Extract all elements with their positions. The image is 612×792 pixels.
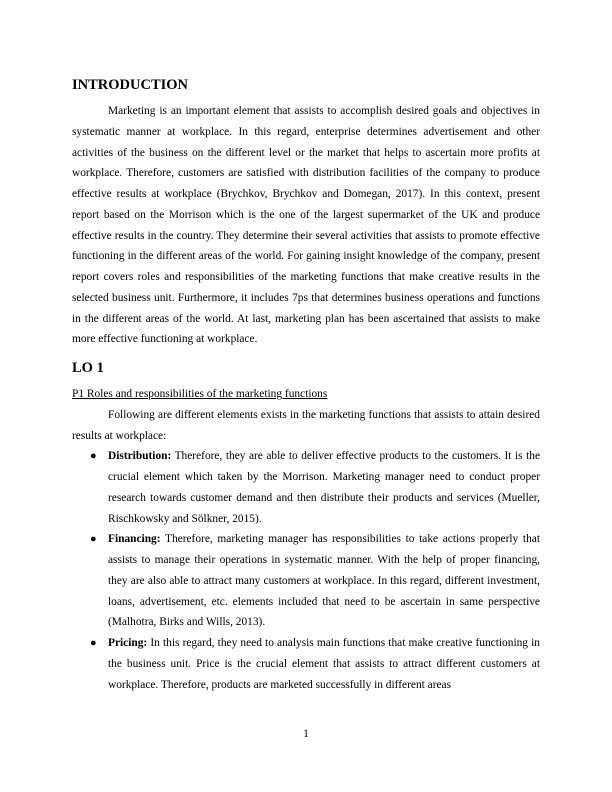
list-item-text: In this regard, they need to analysis main functions that make creative functioning in the business unit. Price is the crucial element that assists to attract different customers at workplace. Therefore, products are marketed successfully in different areas — [108, 637, 540, 691]
list-item-term: Pricing: — [108, 637, 148, 649]
introduction-heading: INTRODUCTION — [72, 77, 189, 93]
list-item-text: Therefore, they are able to deliver effective products to the customers. It is the crucial element which taken by the Morrison. Marketing manager need to conduct proper research towards customer demand and then distribute their products and services (Mueller, Rischkowsky and Sölkner, 2015). — [108, 450, 540, 525]
list-item-text: Therefore, marketing manager has responsibilities to take actions properly that assists to manage their operations in systematic manner. With the help of proper financing, they are also able to attract many customers at workplace. In this regard, different investment, loans, advertisement, etc. elements included that need to be ascertain in same perspective (Malhotra, Birks and Wills, 2013). — [108, 533, 540, 629]
list-item-distribution — [72, 446, 540, 529]
introduction-paragraph: Marketing is an important element that assists to accomplish desired goals and objectives in systematic manner at workplace. In this regard, enterprise determines advertisement and other activities of the business on the different level or the market that helps to ascertain more profits at workplace. Therefore, customers are satisfied with distribution facilities of the company to produce effective results at workplace (Brychkov, Brychkov and Domegan, 2017). In this context, present report based on the Morrison which is the one of the largest supermarket of the UK and produce effective results in the country. They determine their several activities that assists to promote effective functioning in the different areas of the world. For gaining insight knowledge of the company, present report covers roles and responsibilities of the marketing functions that make creative results in the selected business unit. Furthermore, it includes 7ps that determines business operations and functions in the different areas of the world. At last, marketing plan has been ascertained that assists to make more effective functioning at workplace. — [72, 105, 540, 346]
list-item-term: Distribution: — [108, 450, 172, 463]
marketing-functions-list — [72, 446, 540, 695]
p1-subheading: P1 Roles and responsibilities of the marketing functions — [72, 388, 328, 400]
bullet-icon: ● — [90, 637, 97, 649]
list-item-financing — [72, 529, 540, 633]
p1-lead-paragraph: Following are different elements exists in the marketing functions that assists to attain desired results at workplace: — [72, 408, 540, 442]
page-content — [72, 76, 540, 695]
lo1-heading: LO 1 — [72, 360, 104, 376]
page-number: 1 — [303, 728, 309, 740]
list-item-term: Financing: — [108, 533, 161, 546]
bullet-icon: ● — [90, 533, 97, 546]
bullet-icon: ● — [90, 450, 97, 463]
list-item-pricing — [72, 633, 540, 695]
